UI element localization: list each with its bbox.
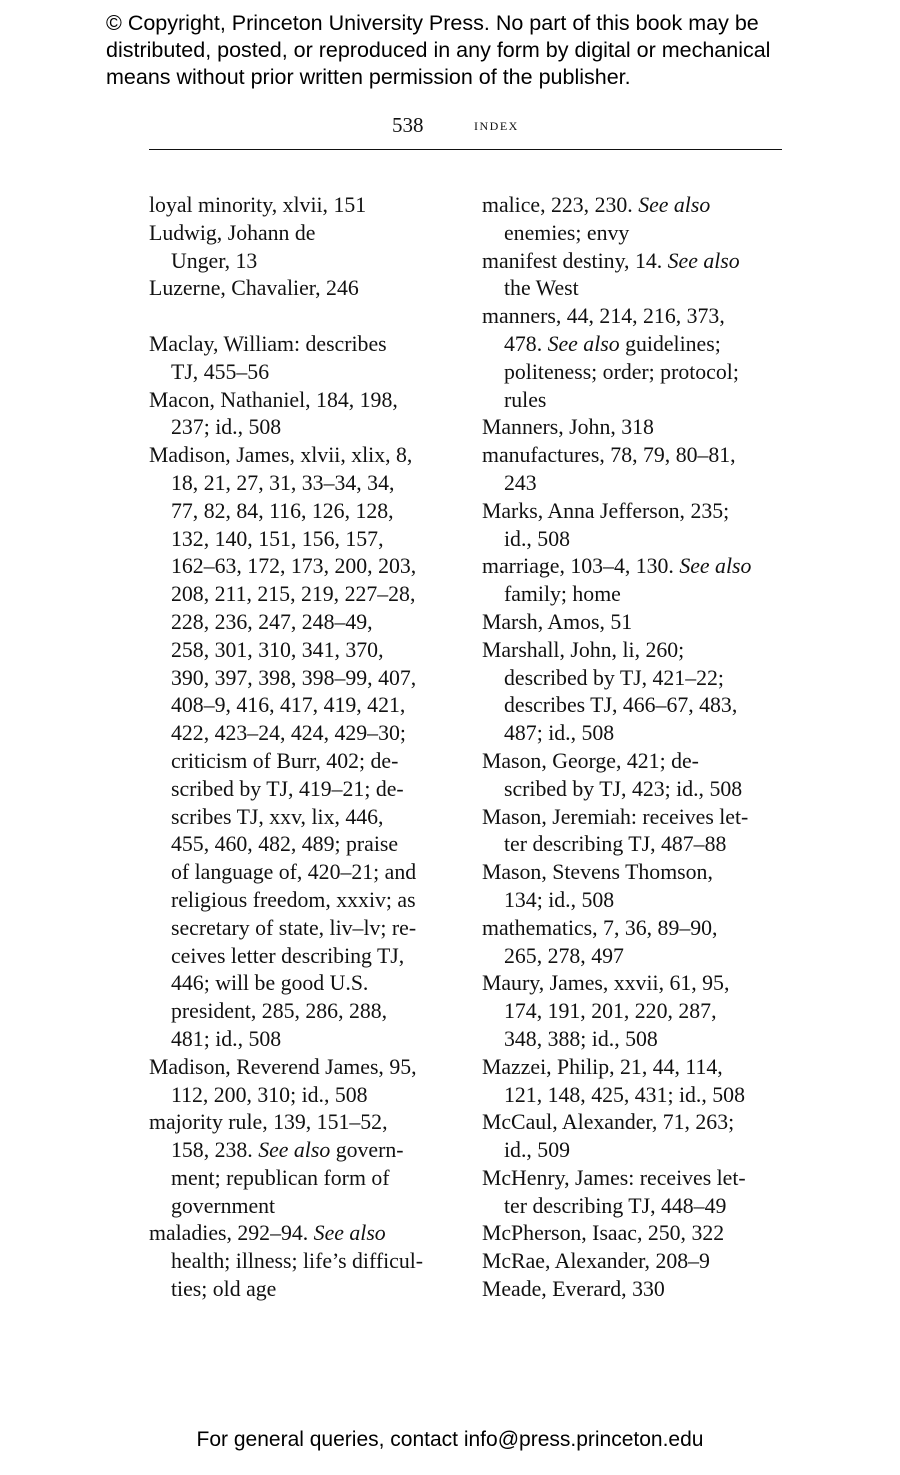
index-entry — [482, 1276, 792, 1304]
index-line-continuation — [149, 859, 464, 887]
index-entry — [482, 1109, 792, 1137]
index-line-continuation — [482, 275, 792, 303]
index-entry — [482, 748, 792, 776]
index-line-continuation — [482, 1137, 792, 1165]
index-text: Marsh, Amos, 51 — [482, 609, 633, 634]
contact-footer: For general queries, contact info@press.princeton.edu — [196, 1428, 704, 1451]
index-text: secretary of state, liv–lv; re- — [171, 915, 417, 940]
index-spacer — [149, 303, 464, 331]
index-entry — [149, 1054, 464, 1082]
index-line-continuation — [149, 665, 464, 693]
index-text: Ludwig, Johann de — [149, 220, 316, 245]
index-entry — [482, 970, 792, 998]
index-line-continuation — [482, 526, 792, 554]
index-text: 348, 388; id., 508 — [504, 1026, 658, 1051]
index-entry — [482, 804, 792, 832]
index-text: president, 285, 286, 288, — [171, 999, 388, 1024]
index-text: ment; republican form of — [171, 1165, 390, 1190]
index-text: Mason, George, 421; de- — [482, 748, 699, 773]
index-text: id., 508 — [504, 526, 570, 551]
index-text: of language of, 420–21; and — [171, 860, 417, 885]
index-line-continuation — [149, 498, 464, 526]
index-text: McRae, Alexander, 208–9 — [482, 1249, 710, 1274]
index-text: TJ, 455–56 — [171, 359, 270, 384]
running-head — [149, 113, 782, 139]
index-line-continuation — [149, 748, 464, 776]
index-column-left — [149, 192, 464, 1304]
see-also-ref: See also — [547, 331, 620, 356]
index-text: 487; id., 508 — [504, 721, 615, 746]
index-line-continuation — [149, 526, 464, 554]
index-text: 132, 140, 151, 156, 157, — [171, 526, 384, 551]
index-text: 174, 191, 201, 220, 287, — [504, 999, 717, 1024]
index-text: government — [171, 1193, 276, 1218]
index-text: McPherson, Isaac, 250, 322 — [482, 1221, 725, 1246]
index-text: 77, 82, 84, 116, 126, 128, — [171, 498, 394, 523]
index-line-continuation — [149, 414, 464, 442]
index-entry — [482, 609, 792, 637]
index-text: scribed by TJ, 423; id., 508 — [504, 776, 743, 801]
index-line-continuation — [149, 1137, 464, 1165]
index-entry — [482, 1054, 792, 1082]
index-line-continuation — [482, 720, 792, 748]
index-text: health; illness; life’s difficul- — [171, 1249, 424, 1274]
index-line-continuation — [149, 637, 464, 665]
index-line-continuation — [149, 1276, 464, 1304]
index-text: 265, 278, 497 — [504, 943, 624, 968]
index-text: scribes TJ, xxv, lix, 446, — [171, 804, 384, 829]
index-line-continuation — [149, 887, 464, 915]
index-text: loyal minority, xlvii, 151 — [149, 193, 367, 217]
index-text: maladies, 292–94. — [149, 1221, 309, 1246]
index-text: 18, 21, 27, 31, 33–34, 34, — [171, 470, 395, 495]
index-text: Madison, Reverend James, 95, — [149, 1054, 417, 1079]
index-line-continuation — [149, 1165, 464, 1193]
index-text: 162–63, 172, 173, 200, 203, — [171, 554, 417, 579]
index-text: described by TJ, 421–22; — [504, 665, 724, 690]
index-text: 455, 460, 482, 489; praise — [171, 832, 399, 857]
index-line-continuation — [149, 359, 464, 387]
index-text: Luzerne, Chavalier, 246 — [149, 276, 359, 301]
index-line-continuation — [482, 692, 792, 720]
index-line-continuation — [482, 998, 792, 1026]
index-text: rules — [504, 387, 547, 412]
index-text: ceives letter describing TJ, — [171, 943, 405, 968]
index-text: 158, 238. — [171, 1138, 253, 1163]
index-text: 243 — [504, 470, 537, 495]
index-text: Maclay, William: describes — [149, 331, 387, 356]
index-line-continuation — [149, 804, 464, 832]
page-number: 538 — [392, 113, 424, 137]
index-text: ter describing TJ, 487–88 — [504, 832, 727, 857]
index-text: 121, 148, 425, 431; id., 508 — [504, 1082, 745, 1107]
index-text: 446; will be good U.S. — [171, 971, 369, 996]
index-line-continuation — [149, 470, 464, 498]
index-text: Unger, 13 — [171, 248, 258, 273]
index-text: McCaul, Alexander, 71, 263; — [482, 1110, 735, 1135]
index-line-continuation — [149, 1193, 464, 1221]
index-text: manifest destiny, 14. — [482, 248, 663, 273]
index-line-continuation — [149, 609, 464, 637]
index-line-continuation — [149, 776, 464, 804]
index-line-continuation — [482, 470, 792, 498]
index-text: Mason, Jeremiah: receives let- — [482, 804, 749, 829]
index-line-continuation — [149, 1026, 464, 1054]
index-line-continuation — [149, 1248, 464, 1276]
index-text: majority rule, 139, 151–52, — [149, 1110, 388, 1135]
index-entry — [482, 1248, 792, 1276]
index-line-continuation — [149, 970, 464, 998]
index-entry — [482, 414, 792, 442]
index-text: 408–9, 416, 417, 419, 421, — [171, 693, 406, 718]
index-line-continuation — [482, 581, 792, 609]
index-text: Maury, James, xxvii, 61, 95, — [482, 971, 730, 996]
index-entry — [482, 553, 792, 581]
index-line-continuation — [149, 720, 464, 748]
index-text: scribed by TJ, 419–21; de- — [171, 776, 404, 801]
index-line-continuation — [149, 831, 464, 859]
index-text: malice, 223, 230. — [482, 193, 633, 217]
index-line-continuation — [482, 665, 792, 693]
index-text: mathematics, 7, 36, 89–90, — [482, 915, 718, 940]
index-entry — [482, 442, 792, 470]
copyright-notice: © Copyright, Princeton University Press. No part of this book may be distributed, posted, or reproduced in any form by digital or mechanical means without prior written permission of the publisher. — [106, 11, 771, 89]
index-text: religious freedom, xxxiv; as — [171, 887, 416, 912]
index-entry — [149, 1220, 464, 1248]
index-text: id., 509 — [504, 1138, 570, 1163]
index-text: 237; id., 508 — [171, 415, 282, 440]
index-text: Marshall, John, li, 260; — [482, 637, 685, 662]
index-line-continuation — [482, 1026, 792, 1054]
index-line-continuation — [482, 943, 792, 971]
index-entry — [482, 637, 792, 665]
index-text: 134; id., 508 — [504, 887, 615, 912]
index-text: 228, 236, 247, 248–49, — [171, 609, 373, 634]
index-text: McHenry, James: receives let- — [482, 1165, 746, 1190]
index-text: manners, 44, 214, 216, 373, — [482, 304, 725, 329]
index-entry — [482, 1165, 792, 1193]
see-also-ref: See also — [679, 554, 752, 579]
index-line-continuation — [482, 387, 792, 415]
index-line-continuation — [482, 220, 792, 248]
index-text: Mazzei, Philip, 21, 44, 114, — [482, 1054, 723, 1079]
index-text: politeness; order; protocol; — [504, 359, 739, 384]
index-text: enemies; envy — [504, 220, 630, 245]
index-entry — [482, 248, 792, 276]
index-line-continuation — [149, 692, 464, 720]
index-text: 478. — [504, 331, 543, 356]
index-entry — [149, 275, 464, 303]
see-also-ref: See also — [258, 1138, 331, 1163]
index-text: 390, 397, 398, 398–99, 407, — [171, 665, 417, 690]
index-entry — [149, 220, 464, 248]
index-line-continuation — [482, 831, 792, 859]
index-entry — [149, 1109, 464, 1137]
index-text: Macon, Nathaniel, 184, 198, — [149, 387, 398, 412]
index-entry — [149, 192, 464, 220]
index-entry — [482, 1220, 792, 1248]
index-text-after: govern- — [335, 1138, 404, 1163]
index-line-continuation — [149, 581, 464, 609]
index-entry — [149, 442, 464, 470]
index-text-after: guidelines; — [625, 331, 721, 356]
index-line-continuation — [482, 331, 792, 359]
see-also-ref: See also — [313, 1221, 386, 1246]
see-also-ref: See also — [638, 193, 711, 217]
index-line-continuation — [482, 1193, 792, 1221]
index-text: ties; old age — [171, 1277, 277, 1302]
index-line-continuation — [149, 1082, 464, 1110]
index-line-continuation — [482, 1082, 792, 1110]
index-entry — [482, 859, 792, 887]
index-column-right — [482, 192, 792, 1304]
section-title: index — [474, 115, 519, 134]
index-text: marriage, 103–4, 130. — [482, 554, 674, 579]
header-rule — [149, 149, 782, 150]
index-text: criticism of Burr, 402; de- — [171, 748, 399, 773]
index-entry — [149, 387, 464, 415]
index-text: 481; id., 508 — [171, 1026, 282, 1051]
index-line-continuation — [482, 359, 792, 387]
index-text: describes TJ, 466–67, 483, — [504, 693, 738, 718]
index-text: 258, 301, 310, 341, 370, — [171, 637, 384, 662]
index-line-continuation — [482, 776, 792, 804]
index-entry — [482, 498, 792, 526]
index-text: 112, 200, 310; id., 508 — [171, 1082, 368, 1107]
index-text: 422, 423–24, 424, 429–30; — [171, 721, 406, 746]
index-line-continuation — [149, 553, 464, 581]
index-text: Meade, Everard, 330 — [482, 1277, 665, 1302]
index-line-continuation — [149, 943, 464, 971]
index-text: Manners, John, 318 — [482, 415, 654, 440]
index-text: family; home — [504, 582, 621, 607]
index-text: manufactures, 78, 79, 80–81, — [482, 443, 736, 468]
index-entry — [482, 915, 792, 943]
index-text: Marks, Anna Jefferson, 235; — [482, 498, 730, 523]
index-text: the West — [504, 276, 579, 301]
index-line-continuation — [149, 248, 464, 276]
index-line-continuation — [482, 887, 792, 915]
index-text: 208, 211, 215, 219, 227–28, — [171, 582, 416, 607]
index-entry — [149, 331, 464, 359]
index-text: ter describing TJ, 448–49 — [504, 1193, 727, 1218]
index-line-continuation — [149, 915, 464, 943]
index-text: Mason, Stevens Thomson, — [482, 860, 713, 885]
index-line-continuation — [149, 998, 464, 1026]
index-entry — [482, 192, 792, 220]
index-entry — [482, 303, 792, 331]
index-text: Madison, James, xlvii, xlix, 8, — [149, 443, 413, 468]
see-also-ref: See also — [667, 248, 740, 273]
